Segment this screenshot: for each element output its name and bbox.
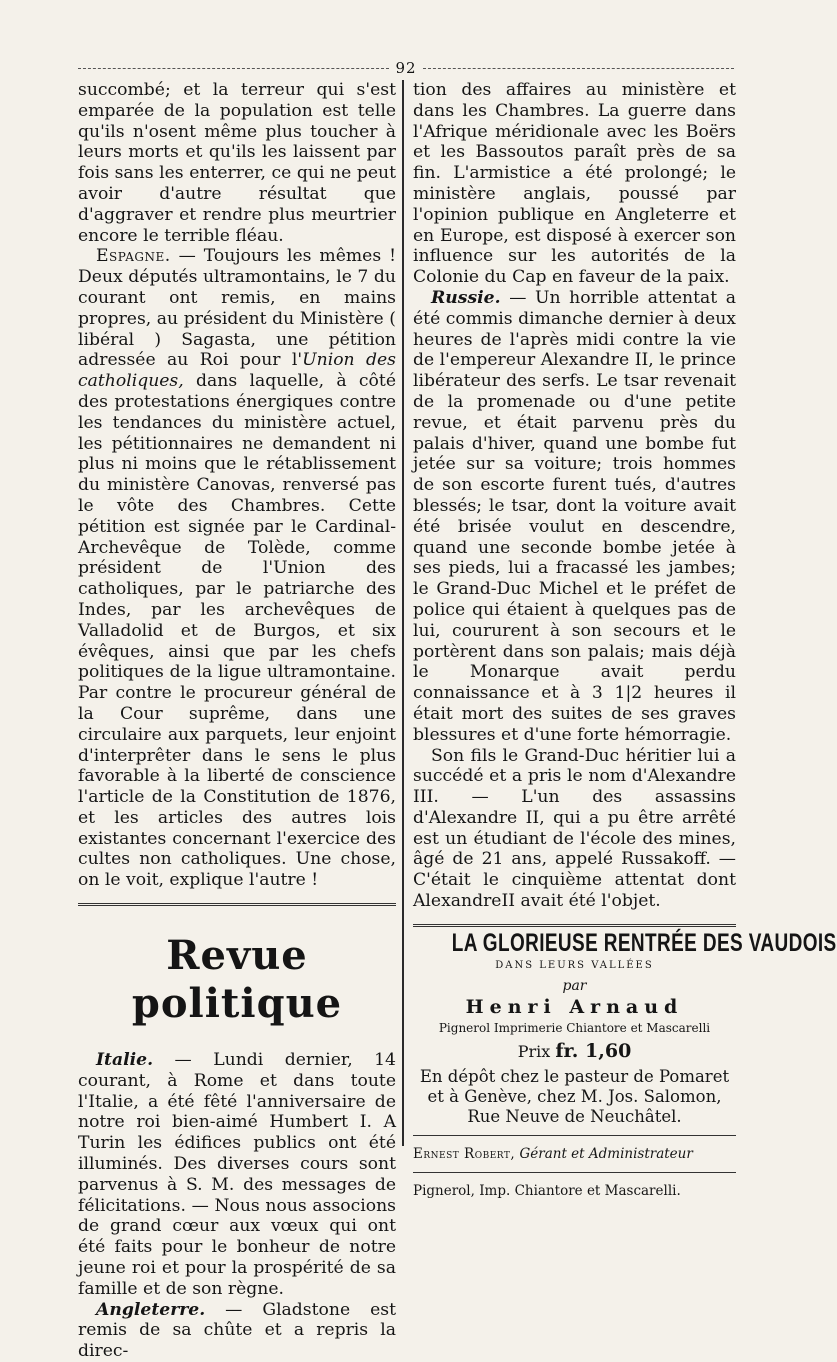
angleterre-heading: Angleterre.	[96, 1299, 206, 1320]
ad-subtitle: DANS LEURS VALLÉES	[495, 959, 654, 971]
page-number: 92	[395, 59, 417, 77]
ad-price	[413, 1041, 736, 1063]
ad-depot: En dépôt chez le pasteur de Pomaret et à Genève, chez M. Jos. Salomon, Rue Neuve de Neuchâtel.	[419, 1066, 730, 1126]
right-column	[413, 80, 837, 1202]
espagne-text-1: — Toujours les mêmes ! Deux députés ultramontains, le 7 du courant ont remis, en mains propres, au président du Ministère ( libéral ) Sagasta, une pétition adressée au Roi pour l'	[78, 246, 396, 371]
ad-printer: Pignerol Imprimerie Chiantore et Mascarelli	[438, 1021, 711, 1036]
russie-text: — Un horrible attentat a été commis dimanche dernier à deux heures de l'après midi contre la vie de l'empereur Alexandre II, le prince libérateur des serfs. Le tsar revenait de la promenade ou d'une petite revue, et était parvenu près du palais d'hiver, quand une bombe fut jetée sur sa voiture; trois hommes de son escorte furent tués, d'autres blessés; le tsar, dont la voiture avait été brisée voulut en descendre, quand une seconde bombe jetée à ses pieds, lui a fracassé les jambes; le Grand-Duc Michel et le préfet de police qui étaient à quelques pas de lui, coururent à son secours et le portèrent dans son palais; mais déjà le Monarque avait perdu connaissance et à 3 1|2 heures il était mort des suites de ses graves blessures et d'une forte hémorragie.	[413, 287, 736, 745]
russie-article	[413, 288, 736, 746]
continued-paragraph: succombé; et la terreur qui s'est emparée de la population est telle qu'ils n'osent même plus toucher à leurs morts et qu'ils les laissent par fois sans les enterrer, ce qui ne peut avoir d'autre résultat que d'aggraver et rendre plus meurtrier encore le terrible fléau.	[78, 80, 396, 246]
angleterre-continued: tion des affaires au ministère et dans les Chambres. La guerre dans l'Afrique méridionale avec les Boërs et les Bassoutos paraît près de sa fin. L'armistice a été prolongé; le ministère anglais, poussé par l'opinion publique en Angleterre et en Europe, est disposé à exercer son influence sur les autorités de la Colonie du Cap en faveur de la paix.	[413, 80, 736, 288]
italie-text: — Lundi dernier, 14 courant, à Rome et dans toute l'Italie, a été fêté l'anniversaire de notre roi bien-aimé Humbert I. A Turin les édifices publics ont été illuminés. Des diverses cours sont parvenus à S. M. des messages de félicitations. — Nous nous associons de grand cœur aux vœux qui ont été faits pour le bonheur de notre jeune roi et pour la prospérité de sa famille et de son règne.	[78, 1050, 396, 1299]
imprint-line: Pignerol, Imp. Chiantore et Mascarelli.	[413, 1183, 681, 1200]
page-header	[78, 58, 734, 78]
gerant-role: Gérant et Administrateur	[515, 1145, 693, 1162]
russie-heading: Russie.	[431, 287, 501, 308]
section-rule	[78, 903, 396, 906]
ad-price-label: Prix	[517, 1041, 556, 1061]
imprint-rule	[413, 1172, 736, 1173]
espagne-text-2: dans laquelle, à côté des protestations énergiques contre les tendances du ministère actuel, les pétitionnaires ne demandent ni plus ni moins que le rétablissement du ministère Canovas, renversé pas le vôte des Chambres. Cette pétition est signée par le Cardinal-Archevêque de Tolède, comme président de l'Union des catholiques, par le patriarche des Indes, par les archevêques de Valladolid et de Burgos, et six évêques, ainsi que par les chefs politiques de la ligue ultramontaine. Par contre le procureur général de la Cour suprême, dans une circulaire aux parquets, leur enjoint d'interprêter dans le sens le plus favorable à la liberté de conscience l'article de la Constitution de 1876, et les articles des autres lois existantes concernant l'exercice des cultes non catholiques. Une chose, on le voit, explique l'autre !	[78, 371, 396, 891]
espagne-heading: Espagne.	[96, 246, 171, 267]
ad-rule-top	[413, 924, 736, 927]
ad-price-value: fr. 1,60	[555, 1039, 632, 1062]
header-rule-left	[78, 68, 389, 69]
ad-par: par	[562, 978, 587, 995]
column-divider	[402, 80, 404, 1146]
section-title: Revue politique	[131, 932, 343, 1028]
header-rule-right	[423, 68, 734, 69]
italie-article	[78, 1050, 396, 1300]
gerant-rule	[413, 1135, 736, 1136]
italie-heading: Italie.	[96, 1050, 154, 1071]
book-advertisement	[413, 928, 837, 1127]
grandduc-paragraph: Son fils le Grand-Duc héritier lui a succédé et a pris le nom d'Alexandre III. — L'un des assassins d'Alexandre II, qui a pu être arrêté est un étudiant de l'école des mines, âgé de 21 ans, appelé Russakoff. — C'était le cinquième attentat dont AlexandreII avait été l'objet.	[413, 745, 736, 912]
gerant-name: Ernest Robert,	[413, 1145, 516, 1162]
angleterre-article	[78, 1300, 396, 1362]
left-column	[78, 80, 396, 1362]
ad-author: Henri Arnaud	[465, 996, 684, 1019]
gerant-line	[413, 1144, 736, 1165]
ad-title: LA GLORIEUSE RENTRÉE DES VAUDOIS	[451, 928, 837, 957]
espagne-article	[78, 246, 396, 891]
angleterre-text: — Gladstone est remis de sa chûte et a repris la direc-	[78, 1299, 396, 1362]
espagne-italic: Union des catholiques,	[78, 350, 396, 392]
